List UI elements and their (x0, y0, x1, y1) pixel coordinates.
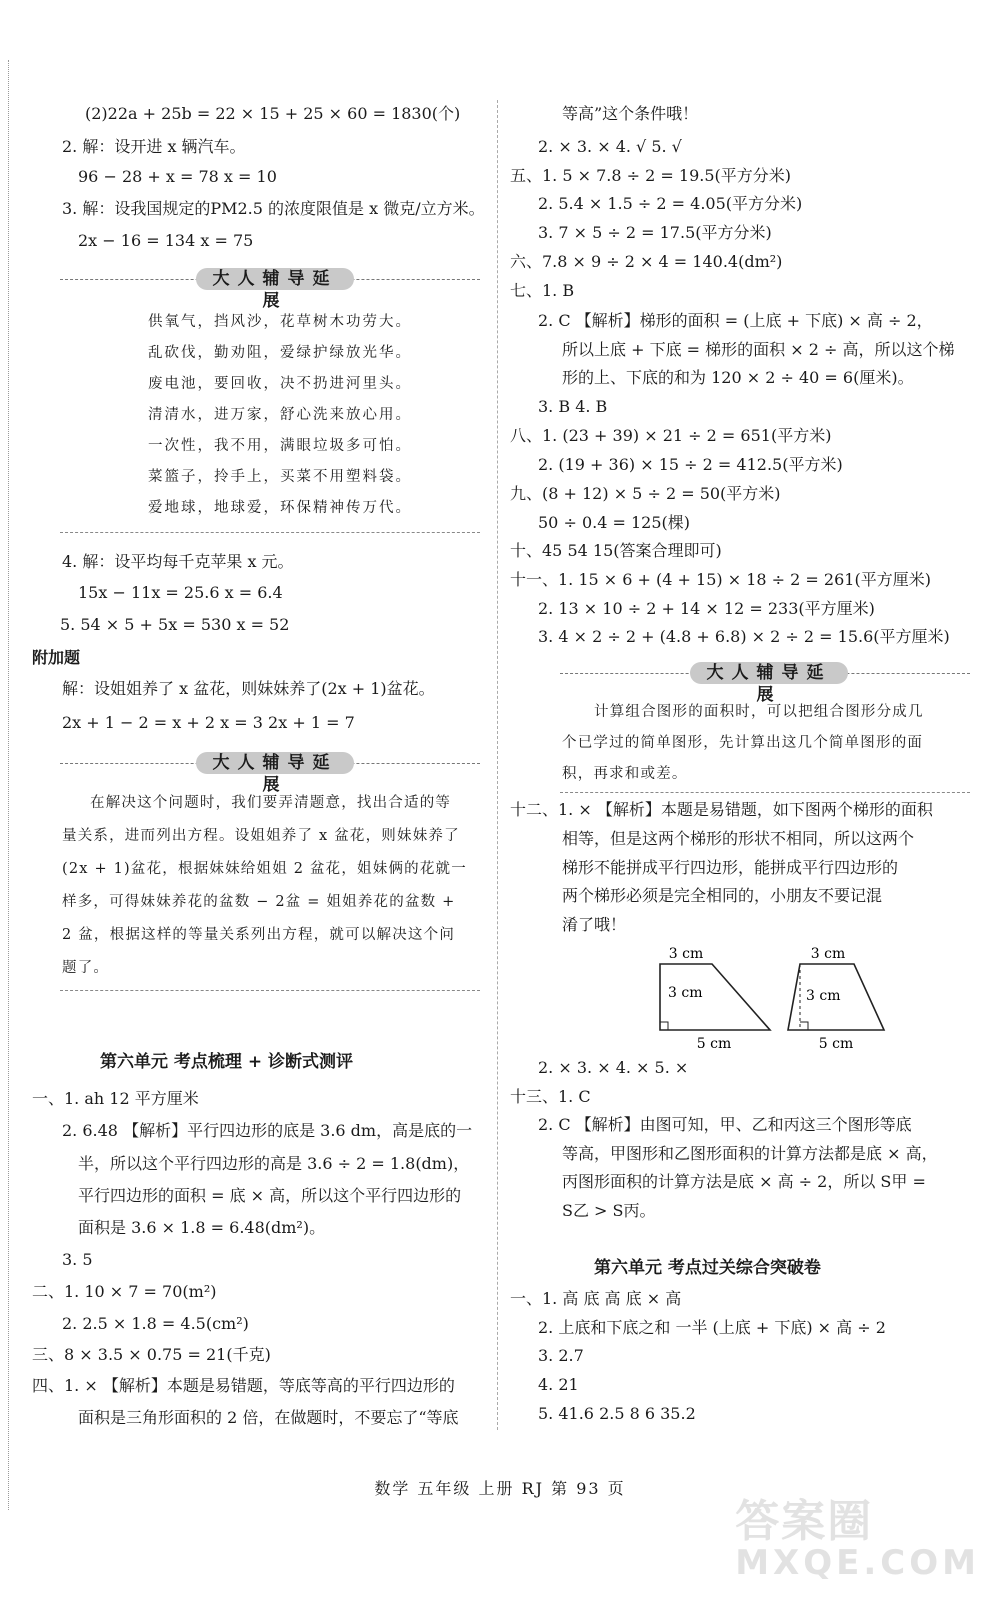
divider (60, 990, 480, 991)
answer-line: 2. × 3. × 4. × 5. × (538, 1058, 689, 1077)
bottom-base-label: 5 cm (818, 1036, 854, 1052)
answer-line: 五、1. 5 × 7.8 ÷ 2 = 19.5(平方分米) (510, 166, 792, 185)
answer-line: 四、1. × 【解析】本题是易错题，等底等高的平行四边形的 (32, 1376, 455, 1395)
answer-line: 2x − 16 = 134 x = 75 (78, 231, 254, 250)
banner-title: 大人辅导延展 (690, 662, 848, 684)
answer-line: 3. 2.7 (538, 1346, 584, 1365)
page-footer: 数学 五年级 上册 RJ 第 93 页 (374, 1479, 626, 1498)
poem-line: 一次性，我不用，满眼垃圾多可怕。 (148, 438, 412, 454)
answer-line: 形的上、下底的和为 120 × 2 ÷ 40 = 6(厘米)。 (562, 368, 914, 387)
answer-line: 2. 5.4 × 1.5 ÷ 2 = 4.05(平方分米) (538, 194, 803, 213)
tip-line: 样多，可得妹妹养花的盆数 − 2盆 = 姐姐养花的盆数 + (62, 894, 456, 910)
divider (60, 532, 480, 533)
height-label: 3 cm (668, 985, 703, 1001)
answer-line: 十、45 54 15(答案合理即可) (510, 541, 722, 560)
answer-line: 等高，甲图形和乙图形面积的计算方法都是底 × 高， (562, 1144, 938, 1163)
answer-line: 2. 上底和下底之和 一半 (上底 + 下底) × 高 ÷ 2 (538, 1318, 886, 1337)
answer-line: 面积是三角形面积的 2 倍，在做题时，不要忘了“等底 (78, 1408, 459, 1427)
section-heading: 第六单元 考点过关综合突破卷 (594, 1258, 821, 1278)
answer-line: 5. 41.6 2.5 8 6 35.2 (538, 1404, 696, 1423)
trapezoid-figure (648, 942, 898, 1052)
answer-line: 三、8 × 3.5 × 0.75 = 21(千克) (32, 1345, 271, 1364)
answer-line: 丙图形面积的计算方法是底 × 高 ÷ 2，所以 S甲 = (562, 1172, 926, 1191)
answer-line: 2. C 【解析】梯形的面积 = (上底 + 下底) × 高 ÷ 2， (538, 311, 933, 330)
answer-line: 3. 4 × 2 ÷ 2 + (4.8 + 6.8) × 2 ÷ 2 = 15.6(平方厘米) (538, 627, 950, 646)
answer-line: 3. 解：设我国规定的PM2.5 的浓度限值是 x 微克/立方米。 (62, 199, 485, 218)
poem-line: 供氧气，挡风沙，花草树木功劳大。 (148, 314, 412, 330)
answer-line: 2. 6.48 【解析】平行四边形的底是 3.6 dm，高是底的一 (62, 1121, 473, 1140)
poem-line: 乱砍伐，勤劝阻，爱绿护绿放光华。 (148, 345, 412, 361)
answer-line: 3. 5 (62, 1250, 93, 1269)
poem-line: 爱地球，地球爱，环保精神传万代。 (148, 500, 412, 516)
section-heading: 第六单元 考点梳理 + 诊断式测评 (100, 1052, 353, 1072)
right-angle-mark (660, 1022, 668, 1030)
watermark-url: MXQE.COM (735, 1543, 980, 1583)
bonus-heading: 附加题 (32, 648, 81, 667)
column-separator (497, 100, 498, 1430)
answer-line: 2. 2.5 × 1.8 = 4.5(cm²) (62, 1314, 249, 1333)
top-base-label: 3 cm (810, 946, 846, 962)
poem-line: 废电池，要回收，决不扔进河里头。 (148, 376, 412, 392)
answer-line: 4. 21 (538, 1375, 579, 1394)
tip-line: 个已学过的简单图形，先计算出这几个简单图形的面 (562, 735, 924, 751)
tip-line: 积，再求和或差。 (562, 766, 688, 782)
answer-line: 3. 7 × 5 ÷ 2 = 17.5(平方分米) (538, 223, 772, 242)
watermark-text: 答案圈 (735, 1496, 874, 1547)
answer-line: 十三、1. C (510, 1087, 591, 1106)
answer-line: 50 ÷ 0.4 = 125(棵) (538, 513, 690, 532)
poem-line: 菜篮子，拎手上，买菜不用塑料袋。 (148, 469, 412, 485)
answer-line: S乙 > S丙。 (562, 1201, 656, 1220)
tutor-banner (60, 268, 480, 311)
tip-line: 在解决这个问题时，我们要弄清题意，找出合适的等 (90, 795, 452, 811)
tutor-banner (560, 662, 970, 705)
answer-line: 八、1. (23 + 39) × 21 ÷ 2 = 651(平方米) (510, 426, 832, 445)
tip-line: (2x + 1)盆花，根据妹妹给姐姐 2 盆花，姐妹俩的花就一 (62, 861, 467, 877)
answer-line: 2x + 1 − 2 = x + 2 x = 3 2x + 1 = 7 (62, 713, 355, 732)
answer-line: 5. 54 × 5 + 5x = 530 x = 52 (60, 615, 290, 634)
bottom-base-label: 5 cm (696, 1036, 732, 1052)
banner-title: 大人辅导延展 (196, 752, 354, 774)
answer-line: 2. 13 × 10 ÷ 2 + 14 × 12 = 233(平方厘米) (538, 599, 875, 618)
answer-line: 2. (19 + 36) × 15 ÷ 2 = 412.5(平方米) (538, 455, 843, 474)
answer-line: 15x − 11x = 25.6 x = 6.4 (78, 583, 283, 602)
answer-line: 二、1. 10 × 7 = 70(m²) (32, 1282, 217, 1301)
answer-line: 相等，但是这两个梯形的形状不相同，所以这两个 (562, 829, 915, 848)
poem-line: 清清水，进万家，舒心洗来放心用。 (148, 407, 412, 423)
tip-line: 题了。 (62, 960, 110, 976)
answer-line: 两个梯形必须是完全相同的，小朋友不要记混 (562, 886, 883, 905)
answer-line: 2. × 3. × 4. √ 5. √ (538, 137, 682, 156)
binding-edge (8, 60, 9, 1510)
watermark-logo (735, 1496, 980, 1583)
answer-line: 半，所以这个平行四边形的高是 3.6 ÷ 2 = 1.8(dm)， (78, 1154, 470, 1173)
answer-line: 梯形不能拼成平行四边形，能拼成平行四边形的 (562, 858, 899, 877)
tip-line: 2 盆，根据这样的等量关系列出方程，就可以解决这个问 (62, 927, 456, 943)
answer-line: 3. B 4. B (538, 397, 608, 416)
answer-line: 十二、1. × 【解析】本题是易错题，如下图两个梯形的面积 (510, 800, 933, 819)
tip-line: 量关系，进而列出方程。设姐姐养了 x 盆花，则妹妹养了 (62, 828, 460, 844)
answer-line: 解：设姐姐养了 x 盆花，则妹妹养了(2x + 1)盆花。 (62, 679, 435, 698)
answer-line: 96 − 28 + x = 78 x = 10 (78, 167, 277, 186)
right-angle-mark (800, 1022, 808, 1030)
tip-line: 计算组合图形的面积时，可以把组合图形分成几 (594, 704, 924, 720)
answer-line: 十一、1. 15 × 6 + (4 + 15) × 18 ÷ 2 = 261(平方厘米) (510, 570, 931, 589)
top-base-label: 3 cm (668, 946, 704, 962)
answer-line: 等高”这个条件哦！ (562, 104, 699, 123)
answer-line: 2. 解：设开进 x 辆汽车。 (62, 137, 246, 156)
answer-line: 六、7.8 × 9 ÷ 2 × 4 = 140.4(dm²) (510, 252, 783, 271)
answer-line: 所以上底 + 下底 = 梯形的面积 × 2 ÷ 高，所以这个梯 (562, 340, 955, 359)
answer-line: 淆了哦！ (562, 915, 627, 934)
answer-line: 平行四边形的面积 = 底 × 高，所以这个平行四边形的 (78, 1186, 462, 1205)
answer-line: 七、1. B (510, 281, 575, 300)
divider (560, 792, 970, 793)
answer-line: 一、1. ah 12 平方厘米 (32, 1089, 199, 1108)
answer-line: (2)22a + 25b = 22 × 15 + 25 × 60 = 1830(个) (85, 104, 461, 123)
height-label: 3 cm (806, 988, 841, 1004)
answer-line: 九、(8 + 12) × 5 ÷ 2 = 50(平方米) (510, 484, 781, 503)
banner-title: 大人辅导延展 (196, 268, 354, 290)
tutor-banner (60, 752, 480, 795)
answer-line: 4. 解：设平均每千克苹果 x 元。 (62, 552, 294, 571)
answer-line: 面积是 3.6 × 1.8 = 6.48(dm²)。 (78, 1218, 326, 1237)
answer-line: 一、1. 高 底 高 底 × 高 (510, 1289, 682, 1308)
answer-line: 2. C 【解析】由图可知，甲、乙和丙这三个图形等底 (538, 1115, 912, 1134)
